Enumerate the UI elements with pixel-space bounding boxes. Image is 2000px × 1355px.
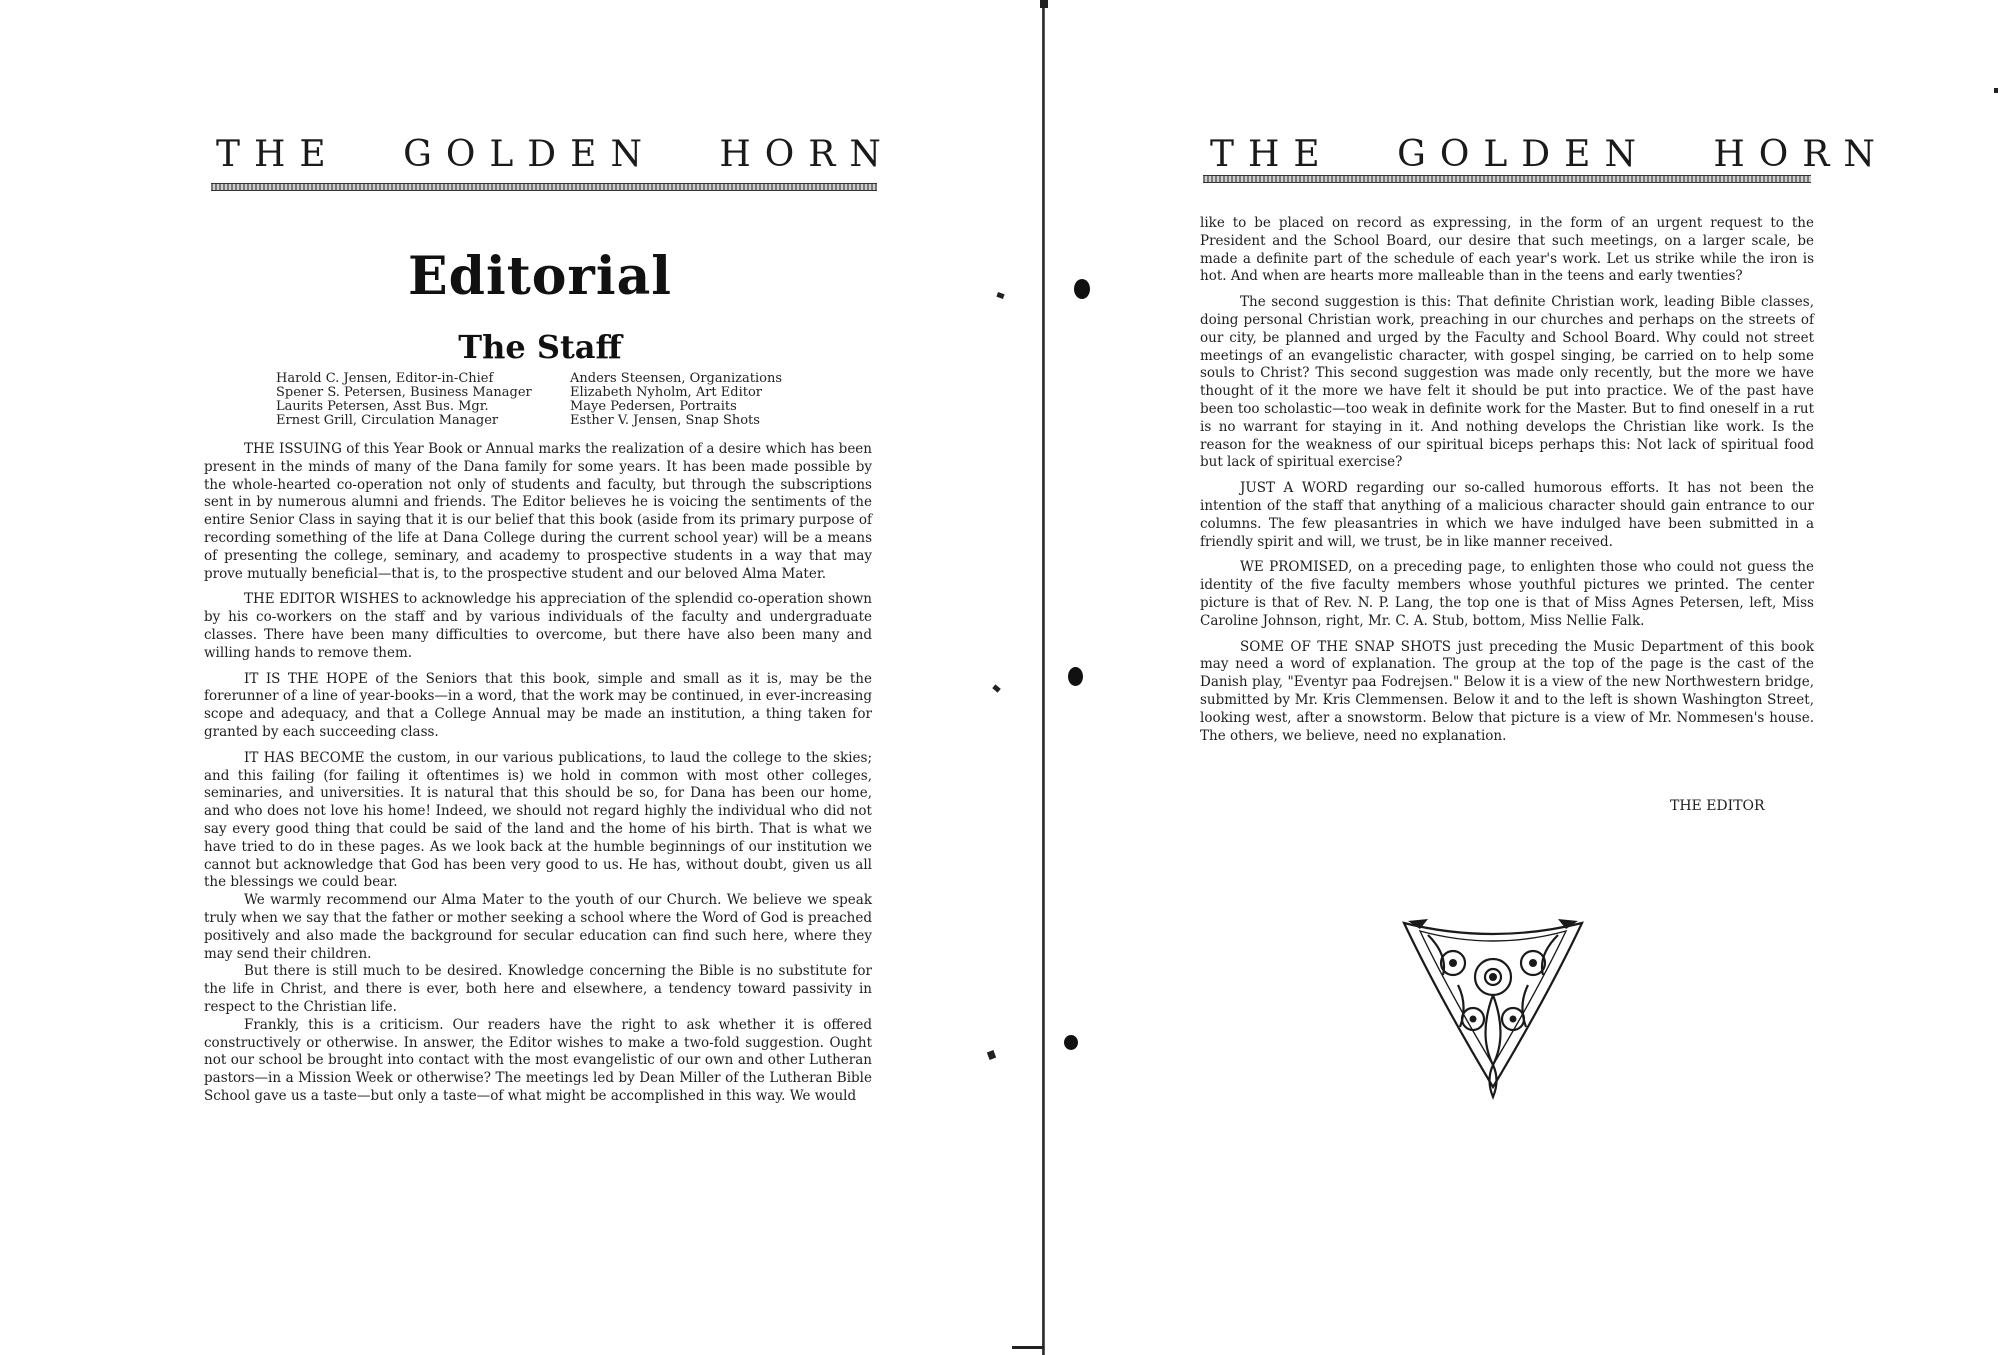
right-page-body xyxy=(1200,215,1814,753)
paragraph-snap-shots: SOME OF THE SNAP SHOTS just preceding the Music Department of this book may need a word of explanation. The group at the top of the page is the cast of the Danish play, "Eventyr paa Fodrejsen." Below it is a view of the new Northwestern bridge, submitted by Mr. Kris Clemmensen. Below it and to the left is shown Washington Street, looking west, after a snowstorm. Below that picture is a view of Mr. Nommesen's house. The others, we believe, need no explanation. xyxy=(1200,638,1814,744)
paragraph-issuing: THE ISSUING of this Year Book or Annual marks the realization of a desire which has been present in the minds of many of the Dana family for some years. It has been made possible by the whole-hearted co-operation not only of students and faculty, but through the subscriptions sent in by numerous alumni and friends. The Editor believes he is voicing the sentiments of the entire Senior Class in saying that it is our belief that this book (aside from its primary purpose of recording something of the life at Dana College during the current school year) will be a means of presenting the college, seminary, and academy to prospective students in a way that may prove mutually beneficial—that is, to the prospective student and our beloved Alma Mater. xyxy=(204,441,872,582)
staff-member: Ernest Grill, Circulation Manager xyxy=(276,413,499,428)
masthead-rule-right xyxy=(1203,175,1811,183)
paragraph-we-promised: WE PROMISED, on a preceding page, to enlighten those who could not guess the identity of the five faculty members whose youthful pictures we printed. The center picture is that of Rev. N. P. Lang, the top one is that of Miss Agnes Petersen, left, Miss Caroline Johnson, right, Mr. C. A. Stub, bottom, Miss Nellie Falk. xyxy=(1200,559,1814,629)
paragraph-custom: IT HAS BECOME the custom, in our various publications, to laud the college to the skies; and this failing (for failing it oftentimes is) we hold in common with most other colleges, seminaries, and universities. It is natural that this should be so, for Dana has been our home, and who does not love his home! Indeed, we should not regard highly the individual who did not say every good thing that could be said of the land and the home of his birth. That is what we have tried to do in these pages. As we look back at the humble beginnings of our institution we cannot but acknowledge that God has been very good to us. He has, without doubt, given us all the blessings we could bear. xyxy=(204,749,872,891)
paragraph-just-a-word: JUST A WORD regarding our so-called humorous efforts. It has not been the intention of the staff that anything of a malicious character should gain entrance to our columns. The few pleasantries in which we have indulged have been submitted in a friendly spirit and will, we trust, be in like manner received. xyxy=(1200,480,1814,550)
paragraph-recommend: We warmly recommend our Alma Mater to the youth of our Church. We believe we speak truly when we say that the father or mother seeking a school where the Word of God is preached positively and also made the background for secular education can find such here, where they may send their children. xyxy=(204,892,872,962)
staff-member: Laurits Petersen, Asst Bus. Mgr. xyxy=(276,399,489,414)
paragraph-editor-wishes: THE EDITOR WISHES to acknowledge his appreciation of the splendid co-operation shown by his co-workers on the staff and by various individuals of the faculty and undergraduate classes. There have been many difficulties to overcome, but there have also been many and willing hands to remove them. xyxy=(204,591,872,661)
staff-subheading: The Staff xyxy=(458,328,622,366)
paragraph-frankly: Frankly, this is a criticism. Our readers have the right to ask whether it is offered constructively or otherwise. In answer, the Editor wishes to make a two-fold suggestion. Ought not our school be brought into contact with the most evangelistic of our own and other Lutheran pastors—in a Mission Week or otherwise? The meetings led by Dean Miller of the Lutheran Bible School gave us a taste—but only a taste—of what might be accomplished in this way. We would xyxy=(204,1016,872,1104)
paragraph-desired: But there is still much to be desired. Knowledge concerning the Bible is no substitute for the life in Christ, and there is ever, both here and elsewhere, a tendency toward passivity in respect to the Christian life. xyxy=(204,963,872,1015)
staff-member: Spener S. Petersen, Business Manager xyxy=(276,385,532,400)
staff-member: Harold C. Jensen, Editor-in-Chief xyxy=(276,371,494,386)
staff-member: Esther V. Jensen, Snap Shots xyxy=(570,413,760,428)
staff-member: Anders Steensen, Organizations xyxy=(570,371,783,386)
paragraph-hope: IT IS THE HOPE of the Seniors that this book, simple and small as it is, may be the forerunner of a line of year-books—in a word, that the work may be continued, in ever-increasing scope and adequacy, and that a College Annual may be made an institution, a thing taken for granted by each succeeding class. xyxy=(204,670,872,740)
editorial-heading: Editorial xyxy=(407,246,673,307)
floral-ornament-icon xyxy=(1398,915,1588,1105)
editor-signature: THE EDITOR xyxy=(1670,798,1765,814)
masthead-right: THE GOLDEN HORN xyxy=(1210,134,1889,175)
staff-member: Elizabeth Nyholm, Art Editor xyxy=(570,385,763,400)
staff-member: Maye Pedersen, Portraits xyxy=(570,399,737,414)
paragraph-second-suggestion: The second suggestion is this: That definite Christian work, leading Bible classes, doing personal Christian work, preaching in our churches and perhaps on the streets of our city, be planned and urged by the Faculty and School Board. Why could not street meetings of an evangelistic character, with gospel singing, be carried on to help some souls to Christ? This second suggestion was made only recently, but the more we have thought of it the more we have felt it should be put into practice. We of the past have been too scholastic—too weak in definite work for the Master. But to find oneself in a rut is no warrant for staying in it. And nothing develops the Christian like work. Is the reason for the weakness of our spiritual biceps perhaps this: Not lack of spiritual food but lack of spiritual exercise? xyxy=(1200,294,1814,471)
paragraph-continued: like to be placed on record as expressing, in the form of an urgent request to the President and the School Board, our desire that such meetings, on a larger scale, be made a definite part of the schedule of each year's work. Let us strike while the iron is hot. And when are hearts more malleable than in the teens and early twenties? xyxy=(1200,215,1814,285)
masthead-left: THE GOLDEN HORN xyxy=(216,134,895,175)
